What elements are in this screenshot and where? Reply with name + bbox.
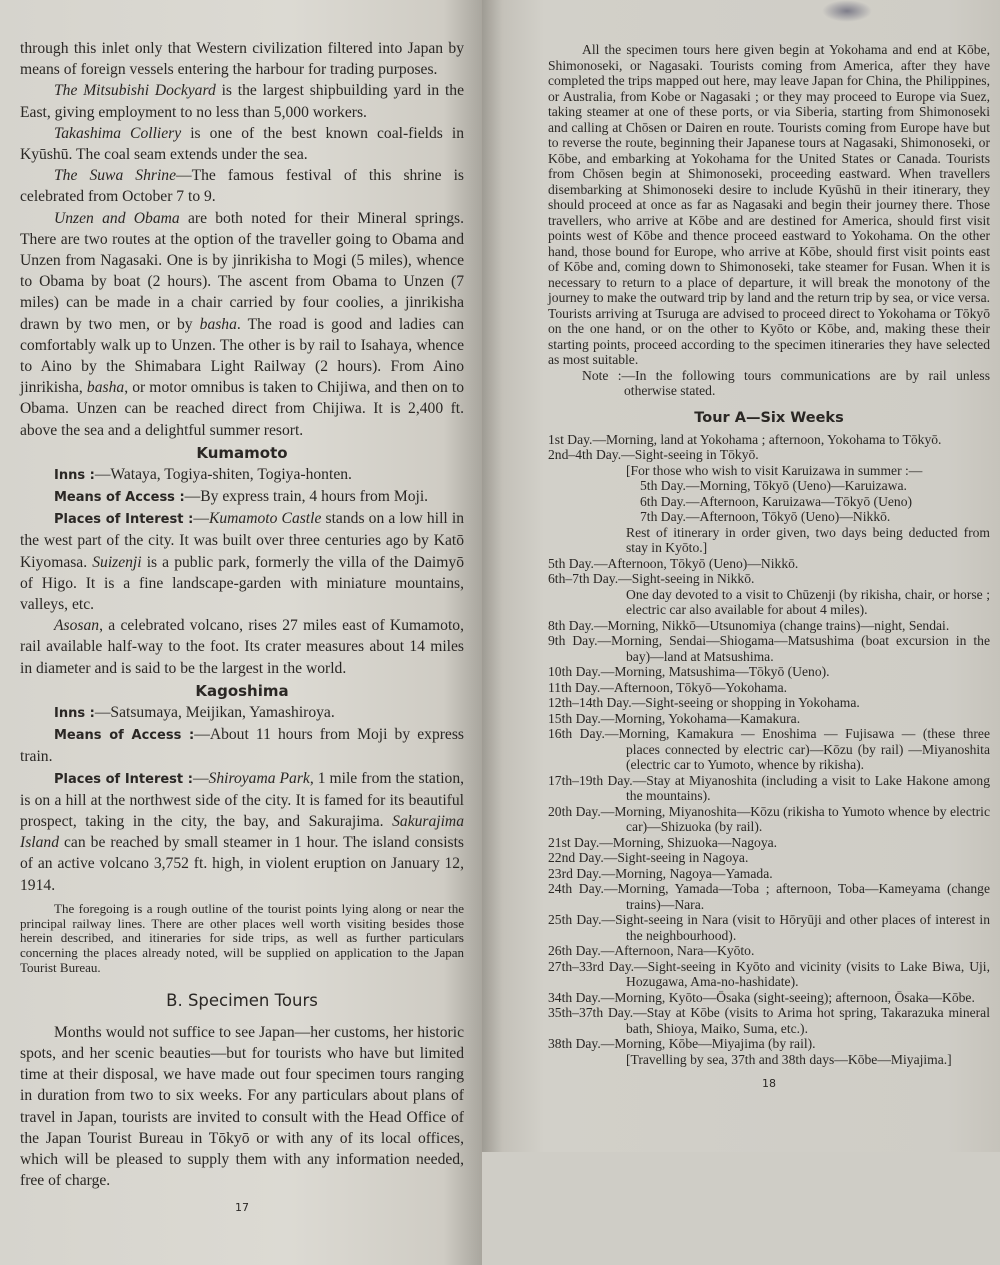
section-heading: [20, 990, 464, 1012]
day-text: —Morning, land at Yokohama ; afternoon, Yokohama to Tōkyō.: [592, 431, 942, 447]
itinerary-day: [548, 711, 990, 727]
note-open: [For those who wish to visit Karuizawa in summer :—: [626, 462, 923, 478]
day-text: —Sight-seeing in Nagoya.: [603, 850, 749, 865]
day-text: —Morning, Miyanoshita—Kōzu (rikisha to Yumoto whence by electric car)—Shizuoka (by rail).: [600, 803, 990, 834]
day-text: —Morning, Nagoya—Yamada.: [601, 865, 773, 881]
text-run: can be reached by small steamer in 1 hour. The island consists of an active volcano 3,752 ft. high, in violent eruption on January 12, 1914.: [20, 834, 464, 894]
day-note: [548, 463, 990, 556]
paragraph: [20, 123, 464, 165]
itinerary-day: [548, 1036, 990, 1052]
tour-title: Tour A—Six Weeks: [694, 409, 844, 426]
day-label: 12th–14th Day.: [548, 695, 632, 710]
italic-term: The Suwa Shrine: [54, 167, 177, 185]
italic-term: Unzen and Obama: [54, 209, 180, 227]
note-line: 6th Day.—Afternoon, Karuizawa—Tōkyō (Ueno): [640, 493, 913, 509]
italic-term: basha: [86, 379, 125, 397]
italic-term: Shiroyama Park: [208, 769, 310, 787]
section-heading: [20, 443, 464, 463]
italic-term: Kumamoto Castle: [208, 510, 322, 528]
itinerary-day: [548, 447, 990, 463]
italic-term: Sakurajima Island: [20, 812, 464, 852]
page-number-right: 18: [762, 1077, 776, 1090]
day-label: 35th–37th Day.: [548, 1005, 634, 1020]
day-note: [548, 587, 990, 618]
left-page-text: [20, 0, 464, 1265]
field-label: Inns :: [54, 467, 95, 483]
itinerary-day: [548, 866, 990, 882]
text-run: —: [193, 510, 209, 528]
day-label: 1st Day.: [548, 431, 593, 447]
right-page-text: [548, 0, 990, 1141]
italic-term: Takashima Colliery: [54, 124, 182, 142]
day-label: 9th Day.: [548, 633, 598, 648]
day-text: —Morning, Matsushima—Tōkyō (Ueno).: [600, 664, 830, 679]
paragraph: [20, 615, 464, 679]
itinerary-day: [548, 850, 990, 866]
text-run: stands on a low hill in the west part of the city. It was built over three centuries ago by Katō Kiyomasa.: [20, 510, 464, 571]
text-run: is the largest shipbuilding yard in the East, giving employment to no less than 5,000 workers.: [20, 82, 464, 121]
itinerary-day: [548, 773, 990, 804]
itinerary-day: [548, 432, 990, 448]
intro-paragraph: All the specimen tours here given begin at Yokohama and end at Kōbe, Shimonoseki, or Nagasaki. Tourists coming from America, after they have completed the trips mapped out here, may leave Japan for China, the Philippines, or Australia, from Kobe or Nagasaki ; or they may proceed to Europe via Suez, taking steamer at one of these ports, or via Siberia, starting from Shimonoseki and calling at Chōsen or Dairen en route. Tourists coming from Europe have but to reverse the route, beginning their Japanese tours at Nagasaki, Shimonoseki, or Kōbe, and embarking at Yokohama for the United States or Canada. Tourists from Chōsen begin at Shimonoseki, proceeding eastward. When travellers disembarking at Shimonoseki desire to include Kyūshū in their itinerary, they should proceed at once as far as Nagasaki and begin their journey there. Those travellers, who arrive at Kōbe and are destined for America, should first visit points west of Kōbe and thence proceed eastward to Yokohama. On the other hand, those bound for Europe, who arrive at Kōbe, should first visit points east of Kōbe and, coming down to Shimonoseki, take steamer for Fusan. When it is necessary to return to a place of departure, it will break the monotony of the journey to make the outward trip by land and the return trip by sea, or vice versa. Tourists arriving at Tsuruga are advised to proceed direct to Yokohama or Tōkyō on the one hand, or on the other to Kyōto or Kōbe, and, making these their starting points, proceed according to the specimen itineraries they have selected as most suitable.: [548, 42, 990, 367]
day-label: 24th Day.: [548, 881, 604, 896]
itinerary-day: [548, 633, 990, 664]
italic-term: basha: [199, 315, 237, 333]
right-page: [482, 0, 1000, 1152]
text-run: is one of the best known coal-fields in Kyūshū. The coal seam extends under the sea.: [20, 124, 464, 164]
text-run: . The road is good and ladies can comfortably walk up to Unzen. The other is by rail to Isahaya, whence to Aino by the Shimabara Light Railway (2 hours). From Aino jinrikisha,: [20, 315, 464, 397]
section-heading: [20, 681, 464, 701]
day-text: —Stay at Kōbe (visits to Arima hot spring, Takarazuka mineral bath, Shioya, Maiko, Suma, etc.).: [626, 1005, 990, 1036]
day-text: —Morning, Nikkō—Utsunomiya (change trains)—night, Sendai.: [593, 617, 950, 633]
itinerary-day: [548, 835, 990, 851]
paragraph: [20, 724, 464, 767]
note-line: 7th Day.—Afternoon, Tōkyō (Ueno)—Nikkō.: [640, 509, 891, 524]
day-label: 38th Day.: [548, 1036, 601, 1051]
day-text: —Sight-seeing or shopping in Yokohama.: [631, 695, 860, 710]
day-text: —Sight-seeing in Kyōto and vicinity (visits to Lake Biwa, Uji, Hozugawa, Ama-no-hashidate).: [626, 958, 990, 989]
paragraph: [20, 902, 464, 976]
day-text: —Morning, Sendai—Shiogama—Matsushima (boat excursion in the bay)—land at Matsushima.: [597, 633, 990, 664]
day-text: —Sight-seeing in Tōkyō.: [621, 447, 759, 462]
paragraph: [20, 80, 464, 122]
paragraph: [20, 486, 464, 508]
paragraph: [20, 768, 464, 896]
field-label: Means of Access :: [54, 490, 185, 506]
day-text: —Morning, Kyōto—Ōsaka (sight-seeing); afternoon, Ōsaka—Kōbe.: [600, 989, 975, 1005]
day-label: 11th Day.: [548, 679, 601, 695]
text-run: —The famous festival of this shrine is celebrated from October 7 to 9.: [20, 167, 465, 206]
itinerary-day: [548, 618, 990, 634]
note-line: 5th Day.—Morning, Tōkyō (Ueno)—Karuizawa.: [640, 478, 907, 493]
day-label: 27th–33rd Day.: [548, 958, 635, 974]
day-text: —Afternoon, Tōkyō (Ueno)—Nikkō.: [593, 555, 799, 571]
itinerary-day: [548, 726, 990, 773]
text-run: —About 11 hours from Moji by express train.: [20, 726, 464, 766]
day-label: 26th Day.: [548, 943, 601, 958]
itinerary-day: [548, 1005, 990, 1036]
day-label: 6th–7th Day.: [548, 571, 619, 586]
day-label: 22nd Day.: [548, 850, 604, 865]
text-run: The foregoing is a rough outline of the tourist points lying along or near the principal railway lines. There are other places well worth visiting besides those herein described, and itineraries for side trips, as well as further particulars concerning the places already noted, will be supplied on application to the Japan Tourist Bureau.: [20, 900, 464, 975]
day-label: 8th Day.: [548, 617, 594, 633]
field-label: Places of Interest :: [54, 771, 193, 787]
text-run: , or motor omnibus is taken to Chijiwa, and then on to Obama. Unzen can be reached direct from Chijiwa. It is 2,400 ft. above the sea and a delightful summer resort.: [20, 379, 464, 439]
day-label: 23rd Day.: [548, 865, 602, 881]
itinerary-day: [548, 664, 990, 680]
text-run: are both noted for their Mineral springs. There are two routes at the option of the traveller going to Obama and Unzen from Nagasaki. One is by jinrikisha to Mogi (5 miles), whence to Obama by boat (2 hours). The ascent from Obama to Unzen (7 miles) can be made in a chair carried by four coolies, a jinrikisha drawn by two men, or by: [20, 209, 465, 333]
day-label: 34th Day.: [548, 989, 601, 1005]
text-run: is a public park, formerly the villa of the Daimyō of Higo. It is a fine landscape-garden with miniature mountains, valleys, etc.: [20, 553, 464, 614]
note-text: [Travelling by sea, 37th and 38th days—Kōbe—Miyajima.]: [626, 1051, 952, 1067]
itinerary-day: [548, 695, 990, 711]
day-text: —Afternoon, Tōkyō—Yokohama.: [600, 679, 788, 695]
day-text: —Morning, Kōbe—Miyajima (by rail).: [600, 1036, 816, 1051]
day-label: 17th–19th Day.: [548, 772, 633, 788]
note-text: One day devoted to a visit to Chūzenji (by rikisha, chair, or horse ; electric car also available for about 4 miles).: [626, 586, 990, 617]
text-run: , a celebrated volcano, rises 27 miles east of Kumamoto, rail available half-way to the foot. Its crater measures about 14 miles in diameter and is said to be the largest in the world.: [20, 617, 464, 677]
day-label: 16th Day.: [548, 726, 605, 741]
day-text: —Sight-seeing in Nara (visit to Hōryūji and other places of interest in the neighbourhood).: [601, 912, 990, 943]
text-run: through this inlet only that Western civilization filtered into Japan by means of foreign vessels entering the harbour for trading purposes.: [20, 40, 464, 79]
text-run: , 1 mile from the station, is on a hill at the northwest side of the city. It is famed for its beautiful prospect, taking in the city, the bay, and Sakurajima.: [20, 769, 465, 830]
paragraph: [20, 165, 464, 207]
text-run: Kumamoto: [196, 443, 288, 462]
paragraph: [20, 508, 464, 615]
text-run: —Wataya, Togiya-shiten, Togiya-honten.: [94, 465, 352, 483]
italic-term: Suizenji: [92, 553, 142, 571]
itinerary-day: [548, 881, 990, 912]
day-text: —Morning, Yokohama—Kamakura.: [600, 710, 801, 726]
text-run: —By express train, 4 hours from Moji.: [184, 488, 429, 506]
day-text: —Afternoon, Nara—Kyōto.: [600, 943, 755, 958]
paragraph: [20, 1022, 464, 1192]
itinerary-day: [548, 680, 990, 696]
day-text: —Sight-seeing in Nikkō.: [618, 571, 755, 586]
day-text: —Morning, Shizuoka—Nagoya.: [599, 834, 778, 850]
day-text: —Morning, Yamada—Toba ; afternoon, Toba—Kameyama (change trains)—Nara.: [603, 881, 990, 912]
italic-term: Asosan: [54, 617, 100, 635]
text-run: Months would not suffice to see Japan—her customs, her historic spots, and her scenic beauties—but for tourists who have but limited time at their disposal, we have made out four specimen tours ranging in duration from two to six weeks. For any particulars about plans of travel in Japan, tourists are invited to consult with the Head Office of the Japan Tourist Bureau in Tōkyō or with any of its local offices, which will be pleased to supply them with any information needed, free of charge.: [20, 1023, 464, 1190]
day-label: 21st Day.: [548, 834, 600, 850]
paragraph: [20, 702, 464, 724]
page-number-left: 17: [235, 1201, 249, 1215]
itinerary-day: [548, 556, 990, 572]
itinerary-list: [548, 432, 990, 1068]
day-note: [548, 1052, 990, 1068]
text-run: —Satsumaya, Meijikan, Yamashiroya.: [94, 703, 335, 721]
text-run: Kagoshima: [195, 681, 289, 700]
left-page-body: [20, 38, 464, 1191]
itinerary-day: [548, 571, 990, 587]
field-label: Inns :: [54, 705, 95, 721]
day-label: 2nd–4th Day.: [548, 447, 622, 462]
day-label: 5th Day.: [548, 555, 594, 571]
day-text: —Stay at Miyanoshita (including a visit to Lake Hakone among the mountains).: [626, 772, 990, 803]
right-page-body: [548, 42, 990, 1067]
note-text: Rest of itinerary in order given, two days being deducted from stay in Kyōto.]: [626, 524, 990, 555]
itinerary-day: [548, 912, 990, 943]
text-run: —: [192, 769, 209, 787]
day-text: —Morning, Kamakura — Enoshima — Fujisawa — (these three places connected by electric car)—Kōzu (by rail) —Miyanoshita (electric car to Yumoto, whence by rikisha).: [604, 726, 990, 772]
itinerary-day: [548, 959, 990, 990]
paragraph: [20, 208, 464, 441]
italic-term: The Mitsubishi Dockyard: [54, 82, 216, 100]
left-page: [0, 0, 482, 1265]
field-label: Means of Access :: [54, 728, 195, 744]
day-label: 15th Day.: [548, 710, 601, 726]
paragraph: [20, 464, 464, 486]
day-label: 20th Day.: [548, 803, 601, 819]
itinerary-day: [548, 990, 990, 1006]
itinerary-day: [548, 804, 990, 835]
field-label: Places of Interest :: [54, 512, 194, 528]
text-run: B. Specimen Tours: [166, 990, 318, 1010]
note: Note :—In the following tours communications are by rail unless otherwise stated.: [582, 367, 990, 398]
paragraph: [20, 38, 464, 80]
day-label: 10th Day.: [548, 664, 601, 679]
itinerary-day: [548, 943, 990, 959]
day-label: 25th Day.: [548, 912, 602, 927]
